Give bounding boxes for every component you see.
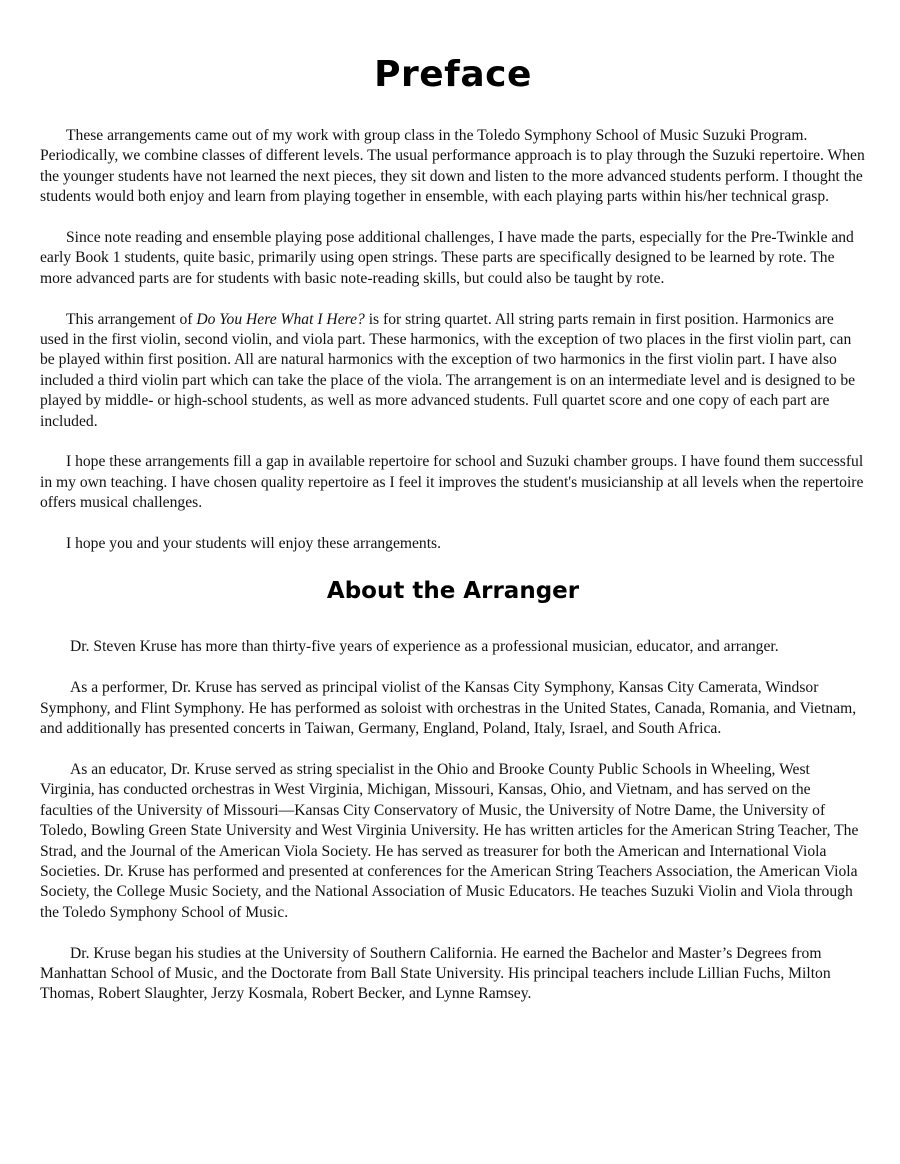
- about-paragraph-2: As a performer, Dr. Kruse has served as principal violist of the Kansas City Symphony, Kansas City Camerata, Windsor Symphony, and Flint Symphony. He has performed as soloist with orchestras in the United States, Canada, Romania, and Vietnam, and additionally has presented concerts in Taiwan, Germany, England, Poland, Italy, Israel, and South Africa.: [40, 679, 857, 738]
- preface-paragraph-3-body: is for string quartet. All string parts remain in first position. Harmonics are used in the first violin, second violin, and viola part. These harmonics, with the exception of two places in the first violin part, can be played within first position. All are natural harmonics with the exception of two harmonics in the first violin part. I have also included a third violin part which can take the place of the viola. The arrangement is on an intermediate level and is designed to be played by middle- or high-school students, as well as more advanced students. Full quartet score and one copy of each part are included.: [40, 310, 856, 430]
- about-title: About the Arranger: [326, 578, 580, 605]
- about-paragraph-1: Dr. Steven Kruse has more than thirty-five years of experience as a professional musician, educator, and arranger.: [70, 638, 779, 656]
- preface-paragraph-5: I hope you and your students will enjoy these arrangements.: [66, 535, 442, 553]
- about-paragraph-3: As an educator, Dr. Kruse served as string specialist in the Ohio and Brooke County Public Schools in Wheeling, West Virginia, has conducted orchestras in West Virginia, Michigan, Missouri, Kansas, Ohio, and Vietnam, and has served on the faculties of the University of Missouri—Kansas City Conservatory of Music, the University of Notre Dame, the University of Toledo, Bowling Green State University and West Virginia University. He has written articles for the American String Teacher, The Strad, and the Journal of the American Viola Society. He has served as treasurer for both the American and International Viola Societies. Dr. Kruse has performed and presented at conferences for the American String Teachers Association, the American Viola Society, the College Music Society, and the National Association of Music Educators. He teaches Suzuki Violin and Viola through the Toledo Symphony School of Music.: [40, 760, 859, 921]
- preface-paragraph-3-lead: This arrangement of: [66, 310, 197, 328]
- arrangement-title: Do You Here What I Here?: [196, 310, 365, 328]
- preface-title: Preface: [374, 54, 532, 95]
- preface-paragraph-2: Since note reading and ensemble playing pose additional challenges, I have made the parts, especially for the Pre-Twinkle and early Book 1 students, quite basic, primarily using open strings. These parts are specifically designed to be learned by rote. The more advanced parts are for students with basic note-reading skills, but could also be taught by rote.: [40, 229, 854, 287]
- preface-paragraph-3: [40, 310, 866, 432]
- preface-paragraph-1: These arrangements came out of my work with group class in the Toledo Symphony School of Music Suzuki Program. Periodically, we combine classes of different levels. The usual performance approach is to play through the Suzuki repertoire. When the younger students have not learned the next pieces, they sit down and listen to the more advanced students perform. I thought the students would both enjoy and learn from playing together in ensemble, with each playing parts within his/her technical grasp.: [40, 127, 865, 206]
- preface-paragraph-4: I hope these arrangements fill a gap in available repertoire for school and Suzuki chamber groups. I have found them successful in my own teaching. I have chosen quality repertoire as I feel it improves the student's musicianship at all levels when the repertoire offers musical challenges.: [40, 453, 864, 512]
- about-paragraph-4: Dr. Kruse began his studies at the University of Southern California. He earned the Bachelor and Master’s Degrees from Manhattan School of Music, and the Doctorate from Ball State University. His principal teachers include Lillian Fuchs, Milton Thomas, Robert Slaughter, Jerzy Kosmala, Robert Becker, and Lynne Ramsey.: [40, 944, 831, 1003]
